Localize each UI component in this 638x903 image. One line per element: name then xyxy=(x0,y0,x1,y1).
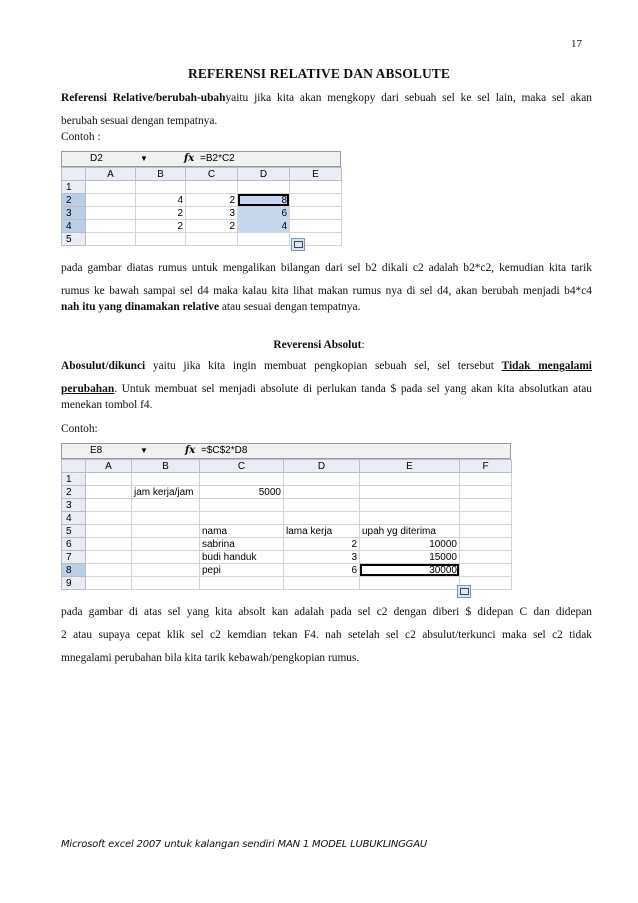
cell[interactable] xyxy=(86,564,132,577)
table-row xyxy=(62,181,342,194)
formula-bar xyxy=(61,443,511,459)
relative-explain-line2: rumus ke bawah sampai sel d4 maka kalau kita lihat makan rumus nya di sel d4, akan berubah menjadi b4*c4 xyxy=(61,285,592,297)
cell[interactable] xyxy=(460,486,512,499)
row-header[interactable]: 5 xyxy=(62,525,86,538)
cell[interactable] xyxy=(86,538,132,551)
cell[interactable] xyxy=(238,233,290,246)
column-header[interactable]: E xyxy=(360,460,460,473)
table-row xyxy=(62,220,342,233)
page-title: REFERENSI RELATIVE DAN ABSOLUTE xyxy=(187,66,451,81)
cell[interactable] xyxy=(200,512,284,525)
table-row xyxy=(62,512,512,525)
cell[interactable] xyxy=(460,551,512,564)
active-cell[interactable]: 8 xyxy=(238,194,290,207)
table-row xyxy=(62,577,512,590)
cell[interactable] xyxy=(86,499,132,512)
cell[interactable] xyxy=(132,577,200,590)
cell[interactable] xyxy=(238,181,290,194)
cell[interactable] xyxy=(86,473,132,486)
column-headers xyxy=(62,168,342,181)
cell[interactable] xyxy=(132,525,200,538)
cell[interactable] xyxy=(360,486,460,499)
cell[interactable] xyxy=(86,233,136,246)
cell[interactable] xyxy=(360,577,460,590)
row-header[interactable]: 5 xyxy=(62,233,86,246)
name-box[interactable]: D2 xyxy=(90,153,103,164)
table-row xyxy=(62,551,512,564)
table-row xyxy=(62,486,512,499)
row-header[interactable]: 3 xyxy=(62,499,86,512)
row-header[interactable]: 2 xyxy=(62,194,86,207)
cell[interactable] xyxy=(86,220,136,233)
cell[interactable]: 10000 xyxy=(360,538,460,551)
cell[interactable] xyxy=(132,564,200,577)
column-header[interactable]: F xyxy=(460,460,512,473)
column-headers xyxy=(62,460,512,473)
cell[interactable] xyxy=(86,577,132,590)
formula-bar xyxy=(61,151,341,167)
column-header[interactable]: D xyxy=(238,168,290,181)
relative-term: Referensi Relative/berubah-ubah xyxy=(61,92,226,104)
cell[interactable] xyxy=(132,499,200,512)
column-header[interactable]: D xyxy=(284,460,360,473)
relative-intro-line1: Referensi Relative/berubah-ubahyaitu jika kita akan mengkopy dari sebuah sel ke sel lain, maka sel akan xyxy=(61,92,592,104)
table-row xyxy=(62,207,342,220)
cell[interactable] xyxy=(460,525,512,538)
cell[interactable]: 3 xyxy=(284,551,360,564)
cell[interactable] xyxy=(132,538,200,551)
row-header[interactable]: 9 xyxy=(62,577,86,590)
cell[interactable] xyxy=(290,194,342,207)
cell[interactable] xyxy=(186,233,238,246)
table-row xyxy=(62,538,512,551)
absolute-heading: Reverensi Absolut: xyxy=(273,339,365,351)
cell[interactable]: pepi xyxy=(200,564,284,577)
absolute-intro-line2: perubahan. Untuk membuat sel menjadi absolute di perlukan tanda $ pada sel yang akan kita absolutkan atau xyxy=(61,383,592,395)
cell[interactable] xyxy=(284,486,360,499)
cell[interactable]: upah yg diterima xyxy=(360,525,460,538)
table-row xyxy=(62,525,512,538)
row-header[interactable]: 1 xyxy=(62,473,86,486)
cell[interactable] xyxy=(132,473,200,486)
row-header[interactable]: 7 xyxy=(62,551,86,564)
cell[interactable] xyxy=(284,512,360,525)
cell[interactable] xyxy=(460,538,512,551)
column-header[interactable]: B xyxy=(132,460,200,473)
table-row xyxy=(62,564,512,577)
cell[interactable] xyxy=(284,473,360,486)
row-header[interactable]: 2 xyxy=(62,486,86,499)
cell[interactable] xyxy=(186,181,238,194)
cell[interactable] xyxy=(132,512,200,525)
row-header[interactable]: 4 xyxy=(62,220,86,233)
cell[interactable] xyxy=(460,473,512,486)
selected-cell[interactable]: 4 xyxy=(238,220,290,233)
chevron-down-icon[interactable]: ▼ xyxy=(140,446,148,455)
cell[interactable] xyxy=(86,207,136,220)
spreadsheet-relative-example xyxy=(61,151,341,251)
cell[interactable]: nama xyxy=(200,525,284,538)
chevron-down-icon[interactable]: ▼ xyxy=(140,154,148,163)
cell[interactable] xyxy=(460,564,512,577)
cell[interactable]: 2 xyxy=(136,220,186,233)
cell[interactable]: sabrina xyxy=(200,538,284,551)
row-header[interactable]: 3 xyxy=(62,207,86,220)
relative-intro-line2: berubah sesuai dengan tempatnya. xyxy=(61,115,218,127)
example-label-1: Contoh : xyxy=(61,131,101,143)
row-header[interactable]: 1 xyxy=(62,181,86,194)
cell[interactable] xyxy=(360,512,460,525)
cell[interactable] xyxy=(86,486,132,499)
cell[interactable]: 2 xyxy=(284,538,360,551)
relative-explain-line3: nah itu yang dinamakan relative atau sesuai dengan tempatnya. xyxy=(61,301,361,313)
cell-grid xyxy=(61,459,512,590)
column-header[interactable]: C xyxy=(186,168,238,181)
selected-cell[interactable]: 6 xyxy=(238,207,290,220)
cell[interactable] xyxy=(86,512,132,525)
example-label-2: Contoh: xyxy=(61,423,98,435)
cell[interactable] xyxy=(460,499,512,512)
row-header[interactable]: 6 xyxy=(62,538,86,551)
cell[interactable] xyxy=(284,577,360,590)
absolute-term: Abosulut/dikunci xyxy=(61,360,146,372)
spreadsheet-absolute-example xyxy=(61,443,511,598)
cell[interactable]: 2 xyxy=(186,220,238,233)
table-row xyxy=(62,473,512,486)
cell[interactable] xyxy=(290,207,342,220)
cell[interactable]: 2 xyxy=(136,207,186,220)
absolute-intro-line3: menekan tombol f4. xyxy=(61,399,153,411)
auto-fill-options-icon[interactable] xyxy=(291,238,305,251)
cell[interactable] xyxy=(290,220,342,233)
cell[interactable] xyxy=(200,473,284,486)
cell[interactable]: 15000 xyxy=(360,551,460,564)
column-header[interactable]: B xyxy=(136,168,186,181)
table-row xyxy=(62,194,342,207)
cell[interactable]: 6 xyxy=(284,564,360,577)
select-all-corner[interactable] xyxy=(62,168,86,181)
cell[interactable] xyxy=(360,499,460,512)
row-header[interactable]: 8 xyxy=(62,564,86,577)
cell[interactable]: 3 xyxy=(186,207,238,220)
page-footer: Microsoft excel 2007 untuk kalangan sendiri MAN 1 MODEL LUBUKLINGGAU xyxy=(61,839,427,850)
cell[interactable] xyxy=(360,473,460,486)
column-header[interactable]: C xyxy=(200,460,284,473)
cell[interactable] xyxy=(86,551,132,564)
cell[interactable] xyxy=(132,551,200,564)
formula-text[interactable]: =$C$2*D8 xyxy=(201,445,248,456)
cell[interactable] xyxy=(86,181,136,194)
absolute-explain-line3: mnegalami perubahan bila kita tarik kebawah/pengkopian rumus. xyxy=(61,652,360,664)
cell[interactable] xyxy=(136,233,186,246)
cell[interactable]: budi handuk xyxy=(200,551,284,564)
cell[interactable]: 5000 xyxy=(200,486,284,499)
absolute-explain-line2: 2 atau supaya cepat klik sel c2 kemdian tekan F4. nah setelah sel c2 absulut/terkunci maka sel c2 tidak xyxy=(61,629,592,641)
name-box[interactable]: E8 xyxy=(90,445,103,456)
cell-grid xyxy=(61,167,342,246)
active-cell[interactable]: 30000 xyxy=(360,564,460,577)
column-header[interactable]: A xyxy=(86,460,132,473)
cell[interactable]: 4 xyxy=(136,194,186,207)
page-number: 17 xyxy=(571,38,582,50)
cell[interactable] xyxy=(86,194,136,207)
function-icon[interactable]: fx xyxy=(184,153,195,164)
function-icon[interactable]: fx xyxy=(185,445,196,456)
formula-text[interactable]: =B2*C2 xyxy=(200,153,235,164)
relative-explain-line1: pada gambar diatas rumus untuk mengalikan bilangan dari sel b2 dikali c2 adalah b2*c2, kemudian kita tarik xyxy=(61,262,592,274)
cell[interactable]: jam kerja/jam xyxy=(132,486,200,499)
column-header[interactable]: A xyxy=(86,168,136,181)
cell[interactable] xyxy=(460,512,512,525)
absolute-intro-line1: Abosulut/dikunci yaitu jika kita ingin membuat pengkopian sebuah sel, sel tersebut Tidak mengalami xyxy=(61,360,592,372)
absolute-explain-line1: pada gambar di atas sel yang kita absolt kan adalah pada sel c2 dengan diberi $ didepan C dan didepan xyxy=(61,606,592,618)
cell[interactable]: 2 xyxy=(186,194,238,207)
select-all-corner[interactable] xyxy=(62,460,86,473)
table-row xyxy=(62,499,512,512)
cell[interactable] xyxy=(290,181,342,194)
cell[interactable] xyxy=(86,525,132,538)
cell[interactable] xyxy=(200,499,284,512)
auto-fill-options-icon[interactable] xyxy=(457,585,471,598)
column-header[interactable]: E xyxy=(290,168,342,181)
cell[interactable] xyxy=(136,181,186,194)
cell[interactable] xyxy=(284,499,360,512)
row-header[interactable]: 4 xyxy=(62,512,86,525)
cell[interactable]: lama kerja xyxy=(284,525,360,538)
cell[interactable] xyxy=(200,577,284,590)
